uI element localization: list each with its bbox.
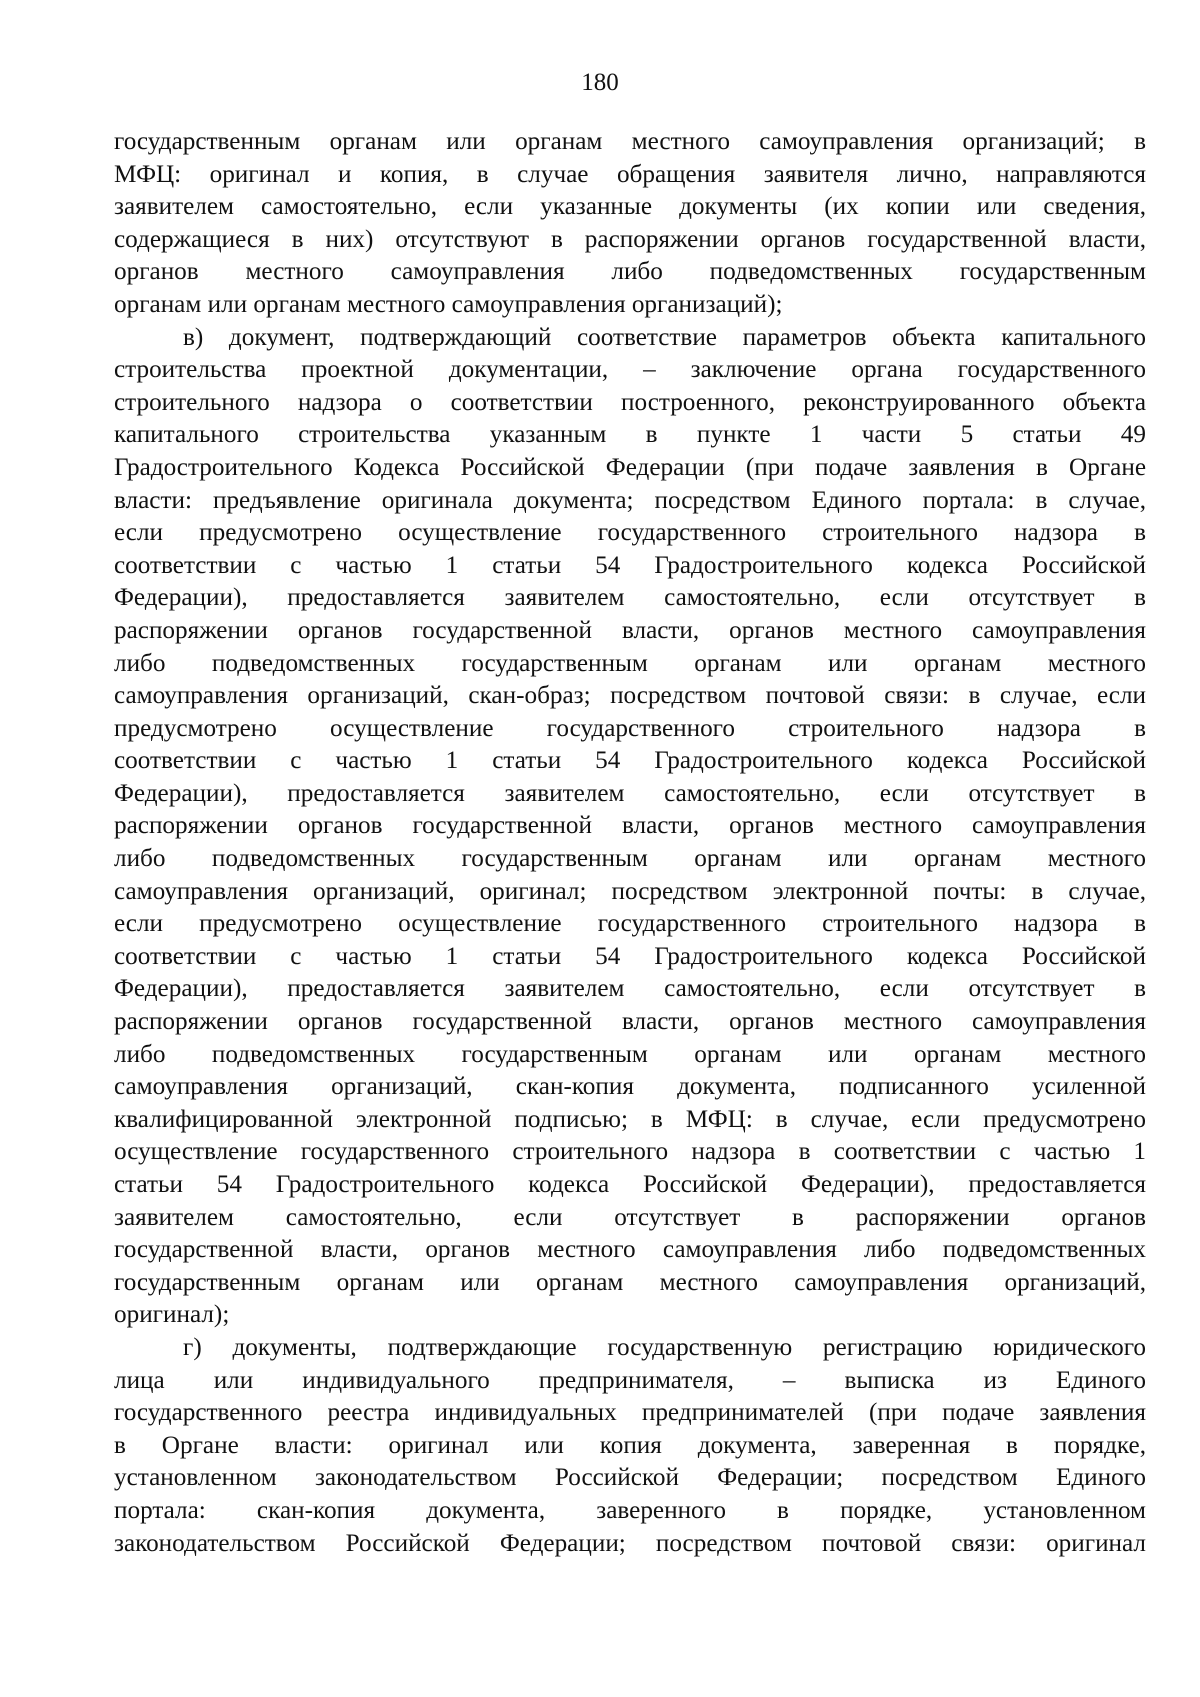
text-line: соответствии с частью 1 статьи 54 Градостроительного кодекса Российской xyxy=(114,942,1146,970)
text-line: г) документы, подтверждающие государственную регистрацию юридического xyxy=(183,1333,1146,1361)
text-line: в Органе власти: оригинал или копия документа, заверенная в порядке, xyxy=(114,1431,1146,1459)
text-line: предусмотрено осуществление государственного строительного надзора в xyxy=(114,714,1146,742)
text-line: оригинал); xyxy=(114,1301,230,1329)
text-line: если предусмотрено осуществление государственного строительного надзора в xyxy=(114,910,1146,938)
text-line: государственного реестра индивидуальных предпринимателей (при подаче заявления xyxy=(114,1399,1146,1427)
text-line: капитального строительства указанным в пункте 1 части 5 статьи 49 xyxy=(114,421,1146,449)
text-line: в) документ, подтверждающий соответствие параметров объекта капитального xyxy=(183,323,1146,351)
text-line: соответствии с частью 1 статьи 54 Градостроительного кодекса Российской xyxy=(114,747,1146,775)
document-body xyxy=(114,126,1146,1560)
paragraph-item-v xyxy=(114,322,1146,1332)
text-line: распоряжении органов государственной власти, органов местного самоуправления xyxy=(114,1008,1146,1036)
text-line: квалифицированной электронной подписью; в МФЦ: в случае, если предусмотрено xyxy=(114,1105,1146,1133)
paragraph-continuation xyxy=(114,126,1146,322)
text-line: установленном законодательством Российской Федерации; посредством Единого xyxy=(114,1464,1146,1492)
text-line: органам или органам местного самоуправления организаций); xyxy=(114,290,783,318)
text-line: власти: предъявление оригинала документа; посредством Единого портала: в случае, xyxy=(114,486,1146,514)
text-line: законодательством Российской Федерации; посредством почтовой связи: оригинал xyxy=(114,1529,1146,1557)
text-line: строительства проектной документации, – заключение органа государственного xyxy=(114,356,1146,384)
text-line: государственным органам или органам местного самоуправления организаций; в xyxy=(114,128,1146,155)
text-line: если предусмотрено осуществление государственного строительного надзора в xyxy=(114,519,1146,547)
text-line: распоряжении органов государственной власти, органов местного самоуправления xyxy=(114,812,1146,840)
text-line: заявителем самостоятельно, если указанные документы (их копии или сведения, xyxy=(114,193,1146,221)
text-line: содержащиеся в них) отсутствуют в распоряжении органов государственной власти, xyxy=(114,225,1146,253)
text-line: соответствии с частью 1 статьи 54 Градостроительного кодекса Российской xyxy=(114,551,1146,579)
text-line: лица или индивидуального предпринимателя, – выписка из Единого xyxy=(114,1366,1146,1394)
text-line: МФЦ: оригинал и копия, в случае обращения заявителя лично, направляются xyxy=(114,160,1146,188)
text-line: Федерации), предоставляется заявителем самостоятельно, если отсутствует в xyxy=(114,584,1146,612)
text-line: либо подведомственных государственным органам или органам местного xyxy=(114,649,1146,677)
text-line: Федерации), предоставляется заявителем самостоятельно, если отсутствует в xyxy=(114,779,1146,807)
text-line: заявителем самостоятельно, если отсутствует в распоряжении органов xyxy=(114,1203,1146,1231)
text-line: самоуправления организаций, скан-образ; посредством почтовой связи: в случае, если xyxy=(114,682,1146,710)
text-line: Федерации), предоставляется заявителем самостоятельно, если отсутствует в xyxy=(114,975,1146,1003)
text-line: самоуправления организаций, оригинал; посредством электронной почты: в случае, xyxy=(114,877,1146,905)
text-line: статьи 54 Градостроительного кодекса Российской Федерации), предоставляется xyxy=(114,1171,1146,1198)
text-line: Градостроительного Кодекса Российской Федерации (при подаче заявления в Органе xyxy=(114,453,1146,481)
text-line: осуществление государственного строительного надзора в соответствии с частью 1 xyxy=(114,1138,1146,1166)
text-line: либо подведомственных государственным органам или органам местного xyxy=(114,1040,1146,1068)
paragraph-item-g xyxy=(114,1332,1146,1560)
text-line: портала: скан-копия документа, заверенного в порядке, установленном xyxy=(114,1496,1146,1524)
page-number: 180 xyxy=(581,69,619,96)
text-line: органов местного самоуправления либо подведомственных государственным xyxy=(114,258,1146,286)
text-line: самоуправления организаций, скан-копия документа, подписанного усиленной xyxy=(114,1073,1146,1101)
text-line: строительного надзора о соответствии построенного, реконструированного объекта xyxy=(114,388,1146,416)
text-line: государственной власти, органов местного самоуправления либо подведомственных xyxy=(114,1236,1146,1264)
text-line: государственным органам или органам местного самоуправления организаций, xyxy=(114,1268,1146,1296)
text-line: распоряжении органов государственной власти, органов местного самоуправления xyxy=(114,616,1146,644)
text-line: либо подведомственных государственным органам или органам местного xyxy=(114,845,1146,873)
